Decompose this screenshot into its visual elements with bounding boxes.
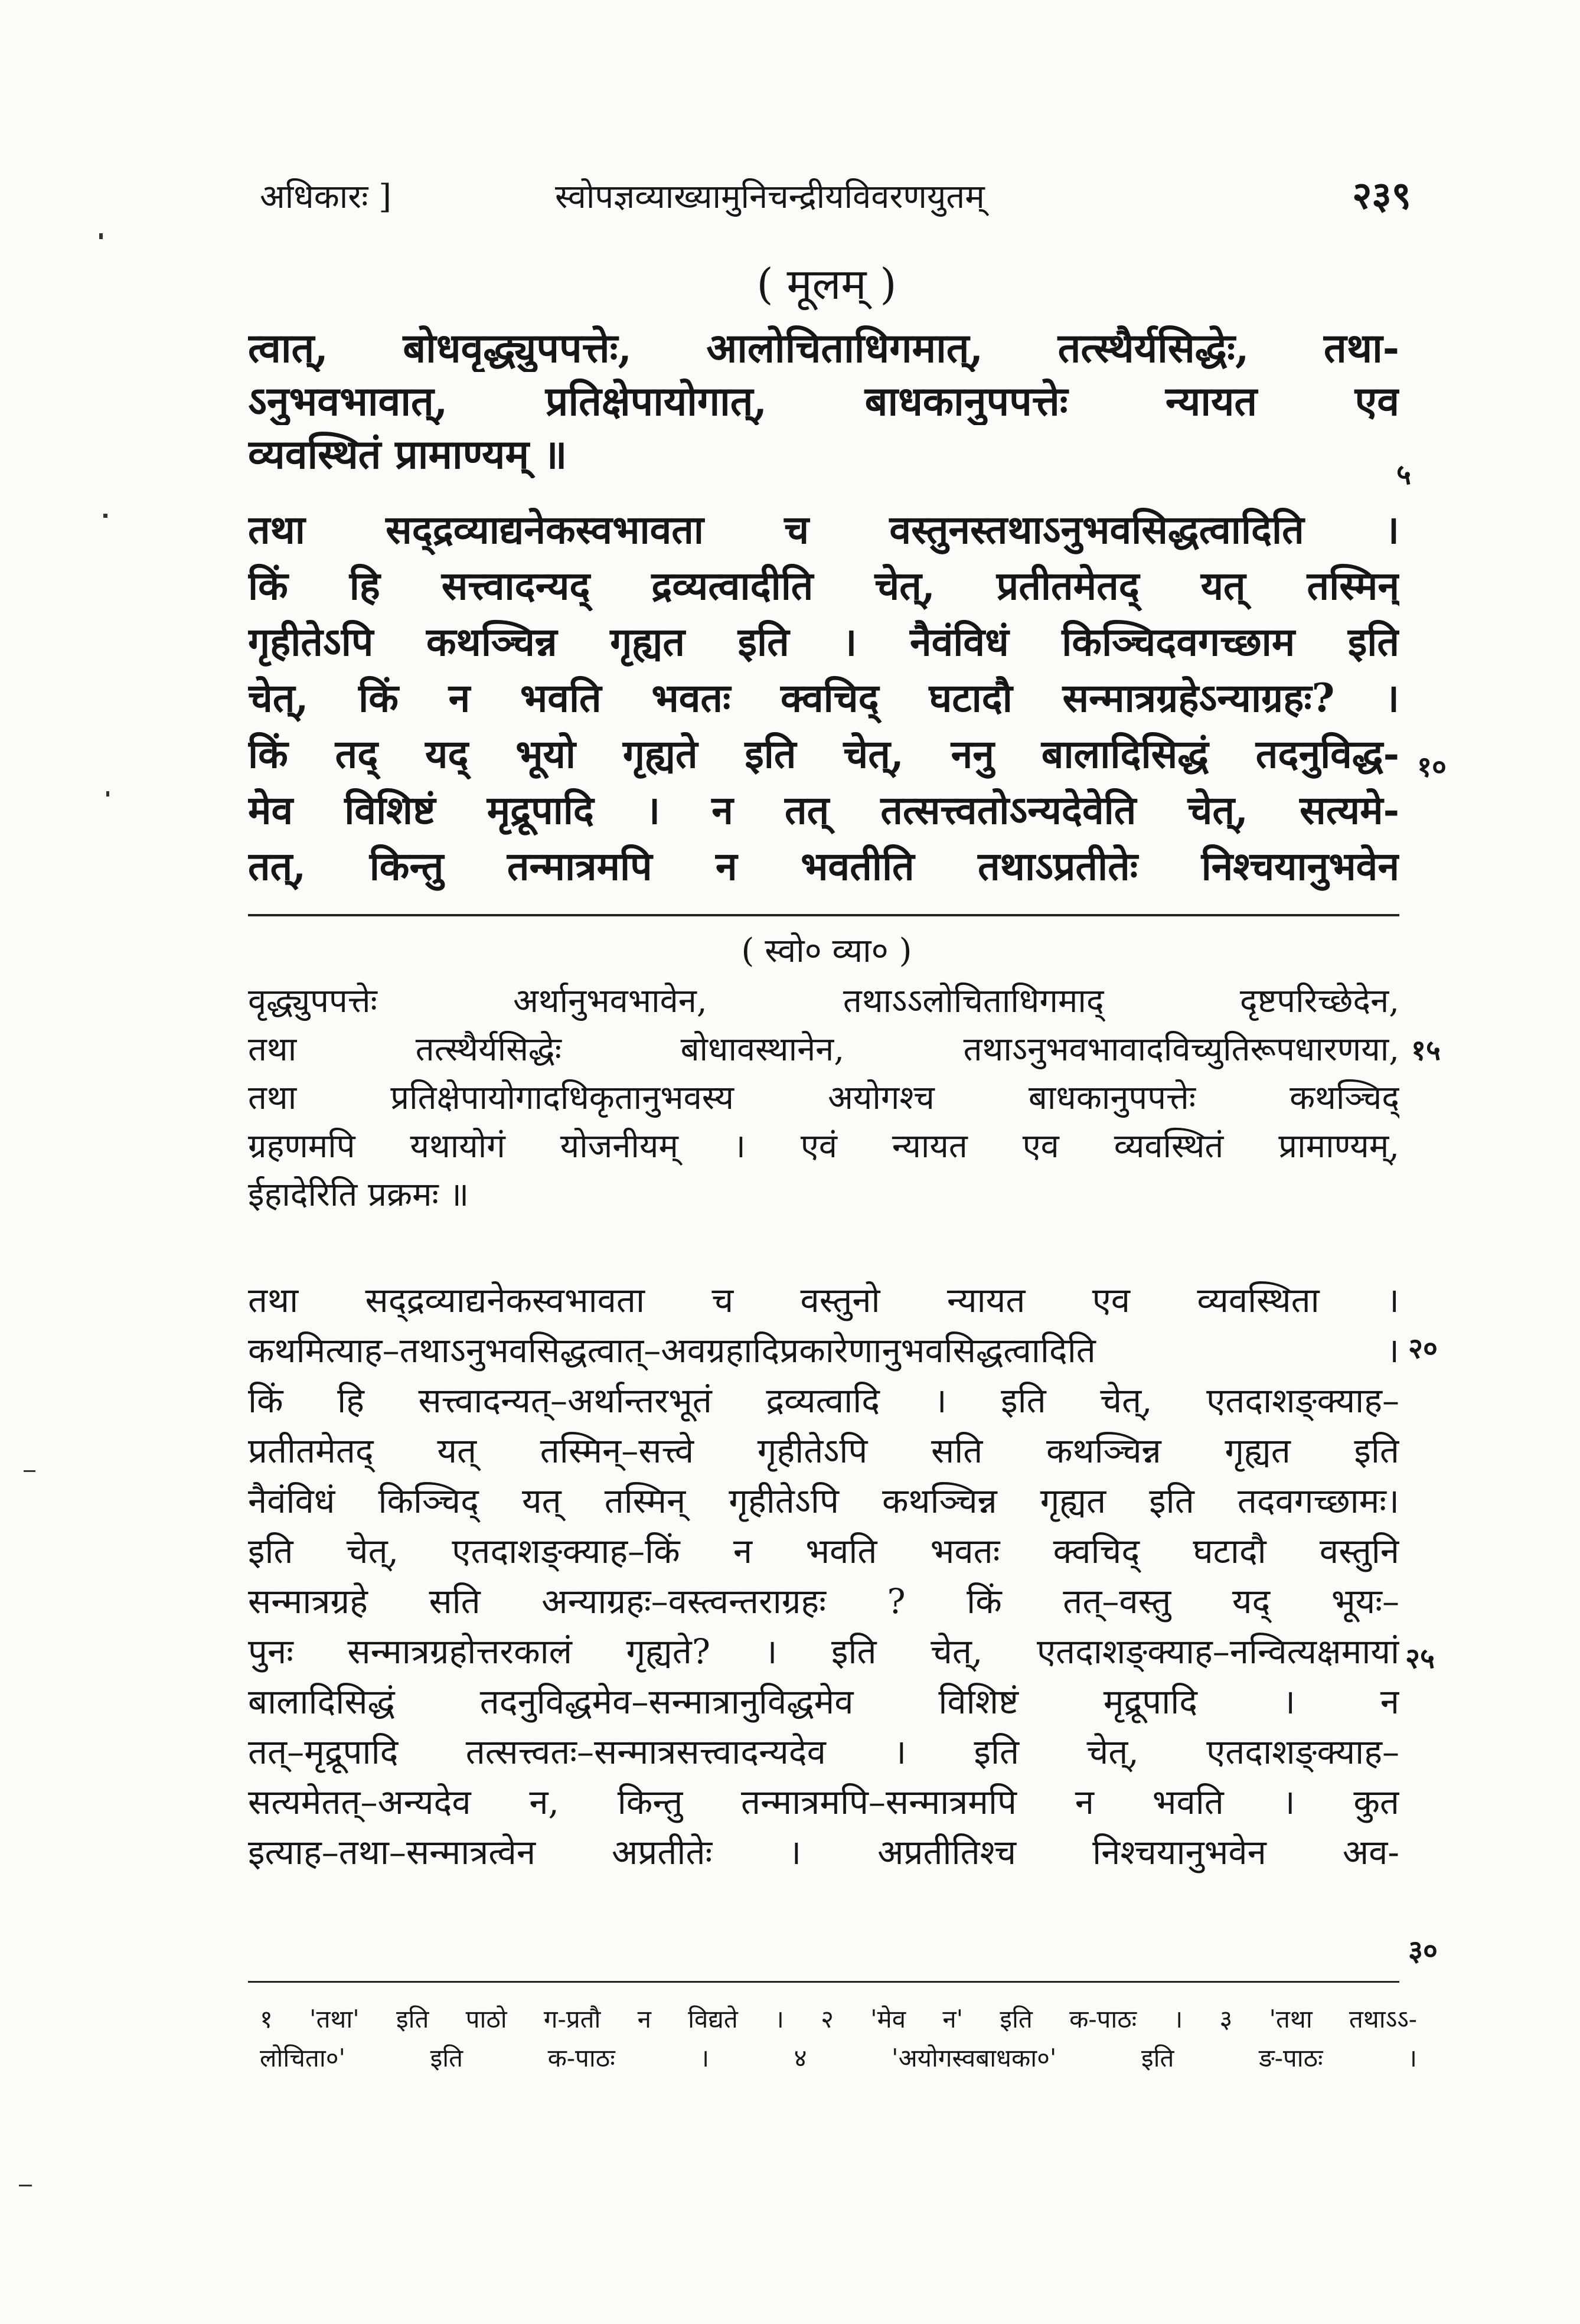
mool-line: व्यवस्थितं प्रामाण्यम् ॥ — [248, 431, 567, 478]
commentary-line: ग्रहणमपि यथायोगं योजनीयम् । एवं न्यायत एव व्यवस्थितं प्रामाण्यम्, — [248, 1127, 1399, 1166]
mool-line: गृहीतेऽपि कथञ्चिन्न गृह्यत इति । नैवंविधं किञ्चिदवगच्छाम इति — [248, 619, 1399, 665]
section-divider — [248, 914, 1399, 916]
commentary-line: प्रतीतमेतद् यत् तस्मिन्–सत्त्वे गृहीतेऽपि सति कथञ्चिन्न गृह्यत इति — [248, 1431, 1399, 1471]
margin-line-number: १५ — [1411, 1034, 1441, 1067]
mool-line: चेत्, किं न भवति भवतः क्वचिद् घटादौ सन्मात्रग्रहेऽन्याग्रहः? । — [248, 675, 1399, 721]
commentary-line: तथा तत्स्थैर्यसिद्धेः बोधावस्थानेन, तथाऽनुभवभावादविच्युतिरूपधारणया, — [248, 1030, 1399, 1069]
footnote-divider — [248, 1981, 1399, 1983]
mool-line: तथा सद्द्रव्याद्यनेकस्वभावता च वस्तुनस्तथाऽनुभवसिद्धत्वादिति । — [248, 507, 1399, 553]
scan-speck — [24, 1470, 35, 1472]
commentary-heading: ( स्वो० व्या० ) — [741, 932, 912, 970]
scan-speck — [103, 514, 107, 518]
footnote-line: लोचिता०' इति क-पाठः । ४ 'अयोगस्वबाधका०' इति ङ-पाठः । — [260, 2044, 1417, 2072]
commentary-line: ईहादेरिति प्रक्रमः ॥ — [248, 1176, 469, 1214]
margin-line-number: २० — [1408, 1332, 1438, 1365]
commentary-line: तथा प्रतिक्षेपायोगादधिकृतानुभवस्य अयोगश्च बाधकानुपपत्तेः कथञ्चिद् — [248, 1079, 1399, 1117]
commentary-line: तथा सद्द्रव्याद्यनेकस्वभावता च वस्तुनो न्यायत एव व्यवस्थिता । — [248, 1280, 1399, 1320]
page-number: २३९ — [1352, 174, 1411, 218]
commentary-line: नैवंविधं किञ्चिद् यत् तस्मिन् गृहीतेऽपि कथञ्चिन्न गृह्यत इति तदवगच्छामः। — [248, 1481, 1399, 1521]
commentary-line: इति चेत्, एतदाशङ्क्याह–किं न भवति भवतः क्वचिद् घटादौ वस्तुनि — [248, 1531, 1399, 1571]
commentary-line: बालादिसिद्धं तदनुविद्धमेव–सन्मात्रानुविद्धमेव विशिष्टं मृद्रूपादि । न — [248, 1682, 1399, 1722]
commentary-line: पुनः सन्मात्रग्रहोत्तरकालं गृह्यते? । इति चेत्, एतदाशङ्क्याह–नन्वित्यक्षमायां — [248, 1631, 1399, 1672]
mool-line: किं तद् यद् भूयो गृह्यते इति चेत्, ननु बालादिसिद्धं तदनुविद्ध- — [248, 731, 1399, 777]
commentary-line: सन्मात्रग्रहे सति अन्याग्रहः–वस्त्वन्तराग्रहः ? किं तत्–वस्तु यद् भूयः– — [248, 1581, 1399, 1621]
chapter-label: अधिकारः ] — [260, 178, 392, 216]
scan-speck — [106, 791, 109, 797]
mool-line: तत्, किन्तु तन्मात्रमपि न भवतीति तथाऽप्रतीतेः निश्चयानुभवेन — [248, 843, 1399, 889]
commentary-line: सत्यमेतत्–अन्यदेव न, किन्तु तन्मात्रमपि–सन्मात्रमपि न भवति । कुत — [248, 1782, 1399, 1822]
scan-speck — [19, 2185, 32, 2186]
mool-line: मेव विशिष्टं मृद्रूपादि । न तत् तत्सत्त्वतोऽन्यदेवेति चेत्, सत्यमे- — [248, 787, 1399, 833]
book-title: स्वोपज्ञव्याख्यामुनिचन्द्रीयविवरणयुतम् — [555, 178, 985, 216]
margin-line-number: २५ — [1405, 1642, 1435, 1675]
margin-line-number: ३० — [1408, 1934, 1438, 1967]
scan-speck — [99, 233, 103, 239]
commentary-line: तत्–मृद्रूपादि तत्सत्त्वतः–सन्मात्रसत्त्वादन्यदेव । इति चेत्, एतदाशङ्क्याह– — [248, 1732, 1399, 1772]
mool-line: त्वात्, बोधवृद्ध्युपपत्तेः, आलोचिताधिगमात्, तत्स्थैर्यसिद्धेः, तथा- — [248, 325, 1399, 372]
margin-line-number: ५ — [1396, 458, 1411, 491]
commentary-line: वृद्ध्युपपत्तेः अर्थानुभवभावेन, तथाऽऽलोचिताधिगमाद् दृष्टपरिच्छेदेन, — [248, 982, 1399, 1020]
mool-line: किं हि सत्त्वादन्यद् द्रव्यत्वादीति चेत्, प्रतीतमेतद् यत् तस्मिन् — [248, 563, 1399, 609]
commentary-line: किं हि सत्त्वादन्यत्–अर्थान्तरभूतं द्रव्यत्वादि । इति चेत्, एतदाशङ्क्याह– — [248, 1380, 1399, 1421]
mool-line: ऽनुभवभावात्, प्रतिक्षेपायोगात्, बाधकानुपपत्तेः न्यायत एव — [248, 378, 1399, 425]
margin-line-number: १० — [1417, 750, 1447, 784]
commentary-line: कथमित्याह–तथाऽनुभवसिद्धत्वात्–अवग्रहादिप्रकारेणानुभवसिद्धत्वादिति । — [248, 1330, 1399, 1370]
mool-heading: ( मूलम् ) — [756, 259, 897, 309]
commentary-line: इत्याह–तथा–सन्मात्रत्वेन अप्रतीतेः । अप्रतीतिश्च निश्चयानुभवेन अव- — [248, 1832, 1399, 1872]
running-header — [260, 168, 1411, 227]
footnote-line: १ 'तथा' इति पाठो ग-प्रतौ न विद्यते । २ 'मेव न' इति क-पाठः । ३ 'तथा तथाऽऽ- — [260, 2005, 1417, 2034]
